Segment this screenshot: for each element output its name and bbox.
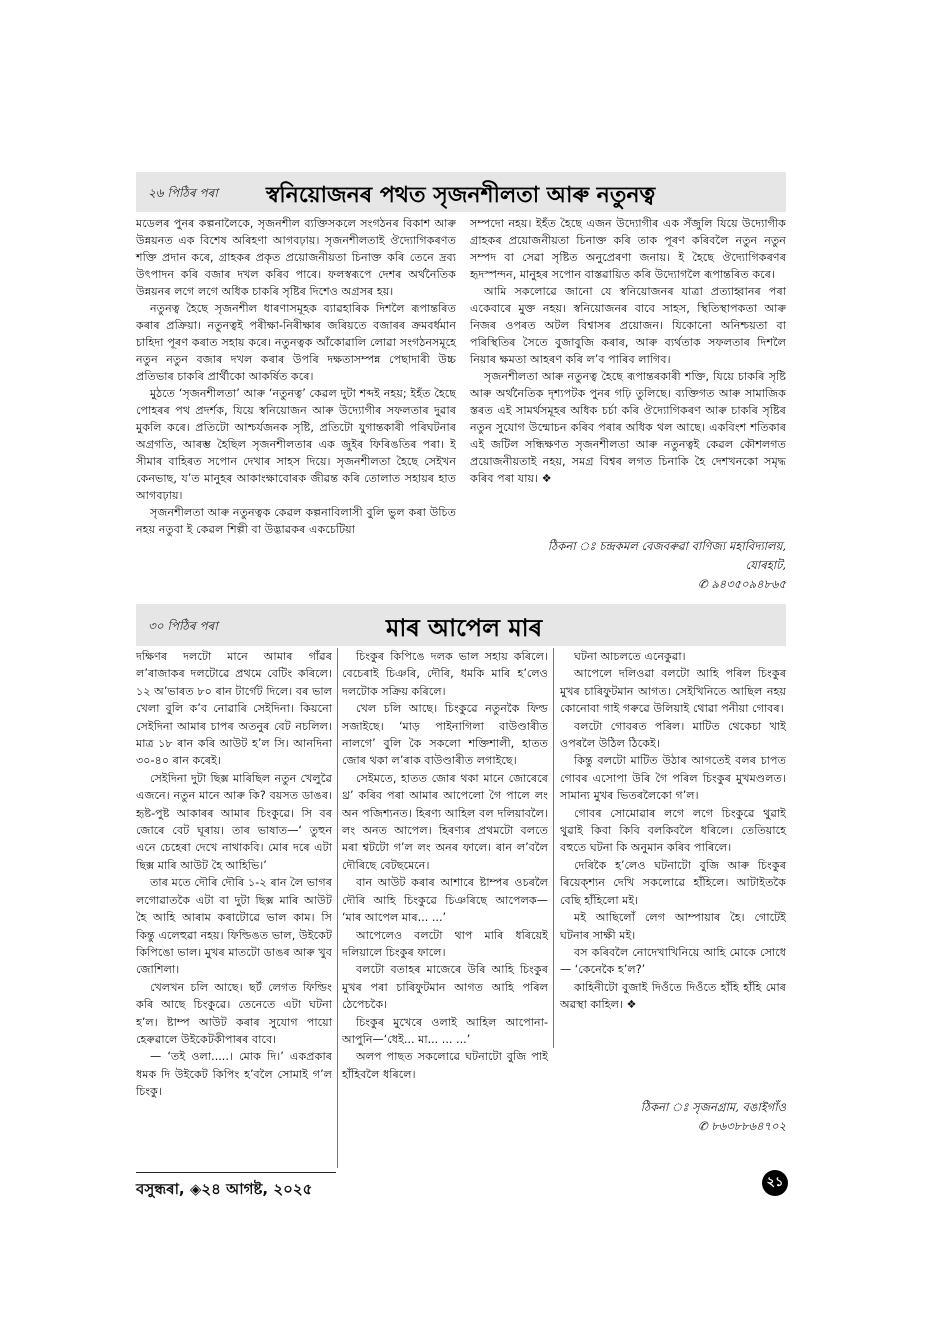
article2-phone: ✆ ৮৬৩৮৮৬৪৭০২ <box>697 1119 786 1133</box>
page-number-badge: ২১ <box>762 1170 788 1196</box>
article1-continued-label: ২৬ পিঠিৰ পৰা <box>148 186 218 200</box>
article1-address-line: ঠিকনা ঃ চন্দ্ৰকমল বেজবৰুৱা বাণিজ্য মহাবিদ্যালয়, <box>547 539 786 553</box>
article2-column-1 <box>136 648 332 1101</box>
article2-paragraph: তাৰ মতে দৌৰি দৌৰি ১-২ ৰান লৈ ভাগৰ লগোৱাতকৈ এটা বা দুটা ছিক্স মাৰি আউট হৈ আহি আৰাম কৰাটোৱে ভাল কাম। সি কিন্তু এলেহুৱা নহয়। ফিল্ডিঙত ভাল, উইকেট কিপিঙো ভাল। মুখৰ মাতটো ডাঙৰ আৰু খুব জোশিলা। <box>136 876 332 977</box>
article2-paragraph: কিন্তু বলটো মাটিত উঠাৰ আগতেই বলৰ চাপত গোবৰ এসোপা উৰি গৈ পৰিল চিংকুৰ মুখমণ্ডলত। সামান্য মুখৰ ভিতৰলৈকো গ’ল। <box>560 754 786 803</box>
article2-paragraph: দক্ষিণৰ দলটো মানে আমাৰ গাঁৱৰ ল’ৰাজাকৰ দলটোৱে প্ৰথমে বেটিং কৰিলে। ১২ অ’ভাৰত ৮০ ৰান টাৰ্গেট দিলে। বৰ ভাল খেলা বুলি ক’ব নোৱাৰি সেইদিনা। কিয়নো সেইদিনা আমাৰ চাপৰ অতনুৰ বেট নচলিল। মাত্ৰ ১৮ ৰান কৰি আউট হ’ল সি। আনদিনা ৩০-৪০ ৰান কৰেই। <box>136 650 332 768</box>
article2-paragraph: চিংকুৰ কিপিঙে দলক ভাল সহায় কৰিলে। বেচেৰাই চিঞৰি, দৌৰি, ধমকি মাৰি হ’লেও দলটোক সক্ৰিয় কৰিলে। <box>342 650 548 698</box>
article2-column-3 <box>560 648 786 1014</box>
article1-paragraph: আমি সকলোৱে জানো যে স্বনিয়োজনৰ যাত্ৰা প্ৰত্যাহ্বানৰ পৰা একেবাৰে মুক্ত নহয়। স্বনিয়োজনৰ বাবে সাহস, স্থিতিস্থাপকতা আৰু নিজৰ ওপৰত অটল বিশ্বাসৰ প্ৰয়োজন। যিকোনো অনিশ্চয়তা বা পৰিস্থিতিৰ সৈতে বুজাবুজি কৰাৰ, আৰু ব্যৰ্থতাক সফলতাৰ দিশলৈ নিয়াৰ ক্ষমতা আহৰণ কৰি ল’ব পাৰিব লাগিব। <box>470 285 786 366</box>
article1-paragraph: নতুনত্ব হৈছে সৃজনশীল ধাৰণাসমূহক ব্যাৱহাৰিক দিশলৈ ৰূপান্তৰিত কৰাৰ প্ৰক্ৰিয়া। নতুনত্বই পৰীক্ষা-নিৰীক্ষাৰ জৰিয়তে বজাৰৰ ক্ৰমবৰ্ধমান চাহিদা পূৰণ কৰাত সহায় কৰে। নতুনত্বক আঁকোৱালি লোৱা সংগঠনসমূহে নতুন নতুন বজাৰ দখল কৰাৰ উপৰি দক্ষতাসম্পন্ন পেছাদাৰী উচ্চ প্ৰতিভাৰ চাকৰি প্ৰাৰ্থীকো আকৰ্ষিত কৰে। <box>136 302 456 383</box>
article2-paragraph: সেইমতে, হাতত জোৰ থকা মানে জোৰেৰে থ্ৰ’ কৰিব পৰা আমাৰ আপেলো গৈ পালে লং অন পজিশ্যনত। হিৰণ্য আহিল বল দলিয়াবলৈ। লং অনত আপেল। হিৰণ্যৰ প্ৰথমটো বলতে মৰা শ্বটটো গ’ল লং অনৰ ফালে। ৰান ল’বলৈ দৌৰিছে বেটছমেনে। <box>342 771 548 872</box>
article1-address-city: যোৰহাট, <box>745 558 786 572</box>
article1-column-2 <box>470 215 786 487</box>
footer-rule <box>136 1172 336 1173</box>
article2-paragraph: বান আউট কৰাৰ আশাৰে ষ্টাম্পৰ ওচৰলৈ দৌৰি আহি চিংকুৱে চিঞৰিছে আপেলক— ‘মাৰ আপেল মাৰ... ...’ <box>342 876 548 925</box>
article1-paragraph: সৃজনশীলতা আৰু নতুনত্ব হৈছে ৰূপান্তৰকাৰী শক্তি, যিয়ে চাকৰি সৃষ্টি আৰু অৰ্থনৈতিক দৃশ্যপটক পুনৰ গঢ়ি তুলিছে। ব্যক্তিগত আৰু সামাজিক স্তৰত এই সামৰ্থসমূহৰ অধিক চৰ্চা কৰি ঔদ্যোগিকৰণ আৰু চাকৰি সৃষ্টিৰ নতুন সুযোগ উন্মোচন কৰিব পৰাৰ অধিক থল আছে। একবিংশ শতিকাৰ এই জটিল সন্ধিক্ষণত সৃজনশীলতা আৰু নতুনত্বই কেৱল কৌশলগত প্ৰয়োজনীয়তাই নহয়, সমগ্ৰ বিশ্বৰ লগত চিনাকি হৈ দেশখনকো সমৃদ্ধ কৰিব পৰা যায়। ❖ <box>470 370 786 485</box>
article1-title: স্বনিয়োজনৰ পথত সৃজনশীলতা আৰু নতুনত্ব <box>266 183 656 208</box>
article2-paragraph: চিংকুৰ মুখেৰে ওলাই আহিল আপোনা-আপুনি—‘ধেই... মা... ... ...’ <box>342 1015 548 1046</box>
article1-phone: ✆ ৯৪৩৫০৯৪৮৬৫ <box>698 577 786 591</box>
article1-paragraph: সৃজনশীলতা আৰু নতুনত্বক কেৱল কল্পনাবিলাসী বুলি ভুল কৰা উচিত নহয় নতুবা ই কেৱল শিল্পী বা উদ্ভাৱকৰ একচেটিয়া <box>136 506 456 536</box>
article2-column-2 <box>342 648 548 1083</box>
article1-paragraph: সম্পদো নহয়। ইহঁত হৈছে এজন উদ্যোগীৰ এক সঁজুলি যিয়ে উদ্যোগীক গ্ৰাহকৰ প্ৰয়োজনীয়তা চিনাক্ত কৰি তাক পূৰণ কৰিবলৈ নতুন নতুন সম্পদ বা সেৱা সৃষ্টিত অনুপ্ৰেৰণা জনায়। ই হৈছে ঔদ্যোগিকৰণৰ হৃদস্পন্দন, মানুহৰ সপোন বাস্তৱায়িত কৰি উদ্যোগলৈ ৰূপান্তৰিত কৰে। <box>470 217 786 281</box>
article2-paragraph: কাহিনীটো বুজাই দিওঁতে দিওঁতে হাঁহি হাঁহি মোৰ অৱস্থা কাহিল। ❖ <box>560 980 786 1012</box>
article2-title: মাৰ আপেল মাৰ <box>386 614 543 642</box>
article2-address-line: ঠিকনা ঃ সৃজনগ্ৰাম, বঙাইগাঁও <box>640 1100 786 1114</box>
article2-paragraph: গোবৰ সোমোৱাৰ লগে লগে চিংকুৱে থুৱাই থুৱাই কিবা কিবি বলকিবলৈ ধৰিলে। তেতিয়াহে বহুতে ঘটনা কি অনুমান কৰিব পাৰিলে। <box>560 806 786 855</box>
article2-paragraph: আপেলে দলিওৱা বলটো আহি পৰিল চিংকুৰ মুখৰ চাৰিফুটমান আগত। সেইখিনিতে আছিল নহয় কোনোবা গাই গৰুৱে উলিয়াই থোৱা পনীয়া গোবৰ। <box>560 667 786 716</box>
article2-paragraph: বলটো বতাহৰ মাজেৰে উৰি আহি চিংকুৰ মুখৰ পৰা চাৰিফুটমান আগত আহি পৰিল ঠেপেচকৈ। <box>342 963 548 1012</box>
article1-paragraph: মডেলৰ পুনৰ কল্পনালৈকে, সৃজনশীল ব্যক্তিসকলে সংগঠনৰ বিকাশ আৰু উন্নয়নত এক বিশেষ অৰিহণা আগবঢ়ায়। সৃজনশীলতাই ঔদ্যোগিকৰণত শক্তি প্ৰদান কৰে, গ্ৰাহকৰ প্ৰকৃত প্ৰয়োজনীয়তা চিনাক্ত কৰি তেনে দ্ৰব্য উৎপাদন কৰি বজাৰ দখল কৰিব পাৰে। ফলস্বৰূপে দেশৰ অৰ্থনৈতিক উন্নয়নৰ লগে লগে অধিক চাকৰি সৃষ্টিৰ দিশেও অগ্ৰসৰ হয়। <box>136 217 456 298</box>
article1-author-address <box>470 537 786 594</box>
article2-paragraph: — ‘তই ওলা.....। মোক দি।’ একপ্ৰকাৰ ধমক দি উইকেট কিপিং হ’বলৈ সোমাই গ’ল চিংকু। <box>136 1050 332 1099</box>
article2-paragraph: খেলখন চলি আছে। ছৰ্ট লেগত ফিল্ডিং কৰি আছে চিংকুৱে। তেনেতে এটা ঘটনা হ’ল। ষ্টাম্প আউট কৰাৰ সুযোগ পায়ো হেৰুৱালে উইকেটকীপাৰৰ বাবে। <box>136 980 332 1046</box>
article1-column-1 <box>136 215 456 538</box>
article2-paragraph: খেল চলি আছে। চিংকুৱে নতুনকৈ ফিল্ড সজাইছে। ‘মাড় পাইনাগিলা বাউণ্ডাৰীত নালগে’ বুলি কৈ সকলো শক্তিশালী, হাতত জোৰ থকা ল’ৰাক বাউণ্ডাৰীত লগাইছে। <box>342 702 548 768</box>
article2-paragraph: মই আছিলোঁ লেগ আম্পায়াৰ হৈ। গোটেই ঘটনাৰ সাক্ষী মই। <box>560 911 786 942</box>
article2-author-address <box>560 1098 786 1136</box>
article2-heading-band <box>136 604 786 646</box>
article1-heading-band <box>136 172 786 212</box>
article1-paragraph: মুঠতে ‘সৃজনশীলতা’ আৰু ‘নতুনত্ব’ কেৱল দুটা শব্দই নহয়; ইহঁত হৈছে পোহৰৰ পথ প্ৰদৰ্শক, যিয়ে স্বনিয়োজন আৰু উদ্যোগীৰ সফলতাৰ দুৱাৰ মুকলি কৰে। প্ৰতিটো আশ্চৰ্যজনক সৃষ্টি, প্ৰতিটো যুগান্তকাৰী পৰিঘটনাৰ অগ্ৰগতি, আৰম্ভ হৈছিল সৃজনশীলতাৰ এক জুইৰ ফিৰিঙতিৰ পৰা। ই সীমাৰ বাহিৰত সপোন দেখাৰ সাহস দিয়ে। সৃজনশীলতা হৈছে সেইখন কেনভাছ, য’ত মানুহৰ আকাংক্ষাবোৰক জীৱন্ত কৰি তোলাত সহায়ৰ হাত আগবঢ়ায়। <box>136 387 456 502</box>
article2-paragraph: সেইদিনা দুটা ছিক্স মাৰিছিল নতুন খেলুৱৈ এজনে। নতুন মানে আৰু কি? বয়সত ডাঙৰ। হৃষ্ট-পুষ্ট আকাৰৰ আমাৰ চিংকুৱে। সি বৰ জোৰে বেট ঘূৰায়। তাৰ ভাষাত—‘ তুহুন এনে চেহেৰা দেখে নাথাকবি। মোৰ দৰে এটা ছিক্স মাৰি আউট হৈ আহিভি।’ <box>136 771 332 872</box>
column-divider <box>553 648 554 1048</box>
footer-publication-date: বসুন্ধৰা, ◈২৪ আগষ্ট, ২০২৫ <box>136 1180 313 1198</box>
article2-paragraph: অলপ পাছত সকলোৱে ঘটনাটো বুজি পাই হাঁহিবলৈ ধৰিলে। <box>342 1050 548 1081</box>
article2-paragraph: বলটো গোবৰত পৰিল। মাটিত থেকেচা খাই ওপৰলৈ উঠিল ঠিকেই। <box>560 719 786 751</box>
article2-paragraph: দেৰিকৈ হ’লেও ঘটনাটো বুজি আৰু চিংকুৰ ৰিয়েক্শ্যন দেখি সকলোৱে হাঁহিলে। আটাইতকৈ বেছি হাঁহিলো মই। <box>560 858 786 907</box>
article2-paragraph: ঘটনা আচলতে এনেকুৱা। <box>574 650 686 663</box>
article2-continued-label: ৩০ পিঠিৰ পৰা <box>148 619 218 633</box>
column-divider <box>337 648 338 1168</box>
article2-paragraph: বস কৰিবলৈ নোদেখাখিনিয়ে আহি মোকে সোধে— ‘কেনেকৈ হ’ল?’ <box>560 945 786 977</box>
article2-paragraph: আপেলেও বলটো থাপ মাৰি ধৰিয়েই দলিয়ালে চিংকুৰ ফালে। <box>342 928 548 959</box>
